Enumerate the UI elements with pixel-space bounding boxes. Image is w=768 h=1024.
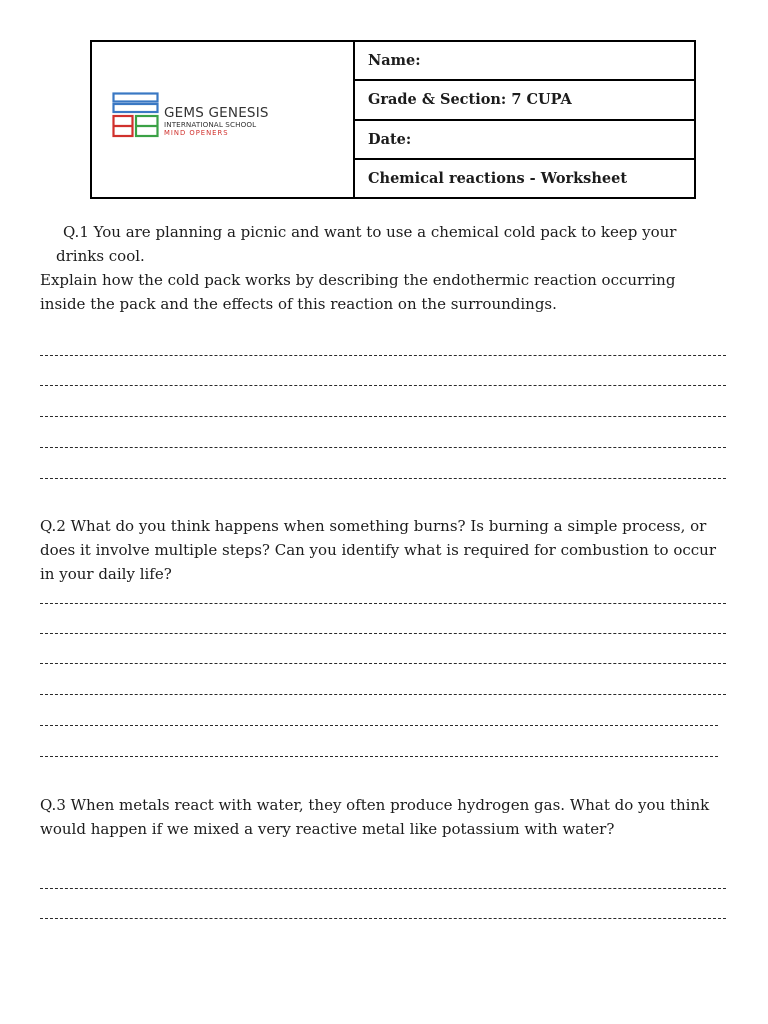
answer-line[interactable] <box>40 888 726 889</box>
school-tagline: MIND OPENERS <box>164 129 229 137</box>
question-2-line: in your daily life? <box>40 565 172 583</box>
question-1 <box>40 220 676 316</box>
question-1-line: inside the pack and the effects of this reaction on the surroundings. <box>40 295 557 313</box>
answer-line[interactable] <box>40 603 726 604</box>
question-1-line: Q.1 You are planning a picnic and want to use a chemical cold pack to keep your <box>63 223 677 241</box>
info-column <box>355 42 694 197</box>
school-name: GEMS GENESIS <box>164 105 269 121</box>
worksheet-title: Chemical reactions - Worksheet <box>368 169 628 187</box>
name-field: Name: <box>355 42 694 81</box>
answer-line[interactable] <box>40 416 726 417</box>
answer-line[interactable] <box>40 918 726 919</box>
date-field: Date: <box>355 121 694 160</box>
question-3-line: would happen if we mixed a very reactive metal like potassium with water? <box>40 820 615 838</box>
header-table <box>90 40 696 199</box>
school-logo-cell <box>92 42 355 197</box>
answer-line[interactable] <box>40 385 726 386</box>
answer-line[interactable] <box>40 694 726 695</box>
question-2 <box>40 514 716 586</box>
answer-line[interactable] <box>40 663 726 664</box>
answer-line[interactable] <box>40 756 718 757</box>
grade-section-field: Grade & Section: 7 CUPA <box>355 81 694 120</box>
answer-line[interactable] <box>40 447 726 448</box>
answer-line[interactable] <box>40 478 726 479</box>
school-logo-text <box>164 106 269 137</box>
answer-line[interactable] <box>40 725 718 726</box>
school-subtitle: INTERNATIONAL SCHOOL <box>164 120 257 129</box>
school-logo-icon <box>112 92 160 138</box>
question-1-line: Explain how the cold pack works by describing the endothermic reaction occurring <box>40 271 676 289</box>
answer-line[interactable] <box>40 633 726 634</box>
question-2-line: does it involve multiple steps? Can you identify what is required for combustion to occur <box>40 541 716 559</box>
question-1-line: drinks cool. <box>56 247 145 265</box>
question-3 <box>40 793 709 841</box>
question-3-line: Q.3 When metals react with water, they often produce hydrogen gas. What do you think <box>40 796 710 814</box>
answer-line[interactable] <box>40 355 726 356</box>
question-2-line: Q.2 What do you think happens when something burns? Is burning a simple process, or <box>40 517 707 535</box>
